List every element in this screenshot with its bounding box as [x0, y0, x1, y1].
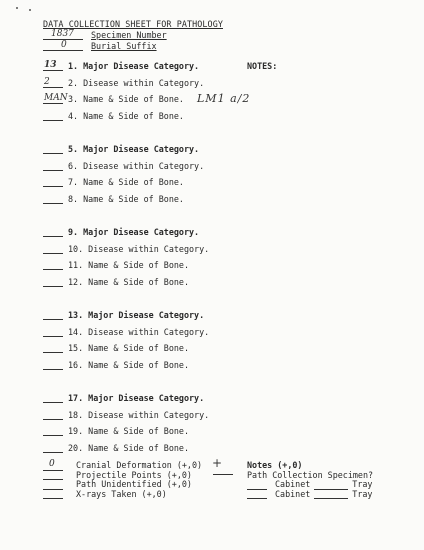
burial-suffix-label: Burial Suffix	[91, 41, 157, 51]
form-row[interactable]	[43, 410, 209, 420]
row-label: 17. Major Disease Category.	[68, 393, 205, 403]
row-label: 14. Disease within Category.	[68, 326, 210, 337]
form-row[interactable]	[43, 161, 204, 171]
entry-blank[interactable]	[43, 393, 63, 403]
specimen-number-label: Specimen Number	[91, 30, 167, 40]
burial-suffix-value: 0	[61, 40, 67, 50]
row-label: 8. Name & Side of Bone.	[68, 194, 184, 205]
cabinet-blank[interactable]	[247, 490, 267, 499]
path-collection-row: Path Collection Specimen?	[247, 469, 374, 480]
entry-blank[interactable]	[43, 443, 63, 453]
entry-blank[interactable]	[43, 260, 63, 270]
handwritten-entry: MAN	[44, 93, 68, 104]
specimen-number-blank[interactable]	[43, 30, 83, 40]
projectile-points-label: Projectile Points (+,0)	[76, 469, 192, 480]
form-row[interactable]	[43, 310, 204, 320]
row-label: 6. Disease within Category.	[68, 160, 205, 171]
row-label: 7. Name & Side of Bone.	[68, 177, 184, 188]
scan-speck	[16, 7, 18, 9]
row-label: 15. Name & Side of Bone.	[68, 343, 190, 354]
entry-blank[interactable]	[43, 111, 63, 121]
form-row[interactable]	[43, 343, 189, 353]
handwritten-entry: 2	[44, 76, 50, 87]
specimen-number-value: 1837	[51, 29, 74, 39]
row-label: 13. Major Disease Category.	[68, 310, 205, 320]
row-label: 18. Disease within Category.	[68, 409, 210, 420]
entry-blank[interactable]	[43, 93, 68, 104]
row-label: 5. Major Disease Category.	[68, 144, 200, 154]
notes-label: NOTES:	[247, 61, 278, 71]
cranial-deformation-value: 0	[49, 459, 55, 469]
tray-blank[interactable]	[314, 481, 348, 490]
row-label: 4. Name & Side of Bone.	[68, 111, 184, 122]
form-row[interactable]	[43, 244, 209, 254]
form-row[interactable]	[43, 177, 184, 187]
notes-row: Notes (+,0)	[247, 460, 303, 470]
form-row[interactable]	[43, 260, 189, 270]
summary-checklist	[43, 461, 202, 499]
path-unidentified-label: Path Unidentified (+,0)	[76, 479, 192, 489]
cabinet-blank[interactable]	[247, 481, 267, 490]
tray-label: Tray	[352, 479, 373, 489]
form-row[interactable]	[43, 393, 204, 403]
row-label: 10. Disease within Category.	[68, 243, 210, 254]
form-row[interactable]	[43, 277, 189, 287]
entry-blank[interactable]	[43, 360, 63, 370]
cranial-deformation-label: Cranial Deformation (+,0)	[76, 460, 203, 470]
xrays-taken-label: X-rays Taken (+,0)	[76, 488, 167, 499]
tray-blank[interactable]	[314, 490, 348, 499]
entry-blank[interactable]	[43, 459, 63, 471]
row-label: 12. Name & Side of Bone.	[68, 277, 190, 288]
cabinet-tray-row-2[interactable]	[247, 490, 373, 500]
entry-blank[interactable]	[43, 144, 63, 154]
form-row[interactable]	[43, 443, 189, 453]
entry-blank[interactable]	[43, 310, 63, 320]
form-row[interactable]	[43, 194, 184, 204]
entry-blank[interactable]	[43, 194, 63, 204]
notes-collection-block	[247, 461, 373, 499]
row-label: 3. Name & Side of Bone.	[68, 94, 184, 105]
form-row[interactable]	[43, 94, 184, 104]
row-label: 9. Major Disease Category.	[68, 227, 200, 237]
form-row[interactable]	[43, 360, 189, 370]
handwritten-plus-mark: +	[212, 456, 223, 470]
row-label: 2. Disease within Category.	[68, 77, 205, 88]
sheet-title: DATA COLLECTION SHEET FOR PATHOLOGY	[43, 19, 223, 29]
form-row[interactable]	[43, 227, 199, 237]
entry-blank[interactable]	[43, 327, 63, 337]
notes-entry-blank[interactable]	[213, 474, 233, 475]
row-label: 11. Name & Side of Bone.	[68, 260, 190, 271]
form-row[interactable]	[43, 111, 184, 121]
form-row[interactable]	[43, 327, 209, 337]
scan-speck	[29, 9, 31, 11]
form-row[interactable]	[43, 61, 199, 71]
burial-suffix-blank[interactable]	[43, 41, 83, 51]
form-row[interactable]	[43, 144, 199, 154]
cabinet-label: Cabinet	[275, 479, 311, 489]
entry-blank[interactable]	[43, 426, 63, 436]
entry-blank[interactable]	[43, 61, 63, 71]
entry-blank[interactable]	[43, 177, 63, 187]
row-label: 1. Major Disease Category.	[68, 61, 200, 71]
entry-blank[interactable]	[43, 490, 63, 499]
row-label: 20. Name & Side of Bone.	[68, 443, 190, 454]
entry-blank[interactable]	[43, 78, 63, 88]
handwritten-entry: 13	[44, 60, 57, 70]
cabinet-label: Cabinet	[275, 488, 311, 499]
entry-blank[interactable]	[43, 244, 63, 254]
burial-suffix-field[interactable]	[43, 41, 157, 51]
entry-blank[interactable]	[43, 481, 63, 490]
xrays-taken-row[interactable]	[43, 490, 202, 500]
form-row[interactable]	[43, 426, 189, 436]
row-label: 19. Name & Side of Bone.	[68, 426, 190, 437]
entry-blank[interactable]	[43, 410, 63, 420]
form-row[interactable]	[43, 78, 204, 88]
entry-blank[interactable]	[43, 343, 63, 353]
entry-blank[interactable]	[43, 277, 63, 287]
entry-blank[interactable]	[43, 161, 63, 171]
entry-blank[interactable]	[43, 471, 63, 480]
handwritten-bone-note: LM1 a/2	[197, 92, 251, 105]
specimen-number-field[interactable]	[43, 30, 167, 40]
row-label: 16. Name & Side of Bone.	[68, 360, 190, 371]
tray-label: Tray	[352, 488, 373, 499]
entry-blank[interactable]	[43, 227, 63, 237]
